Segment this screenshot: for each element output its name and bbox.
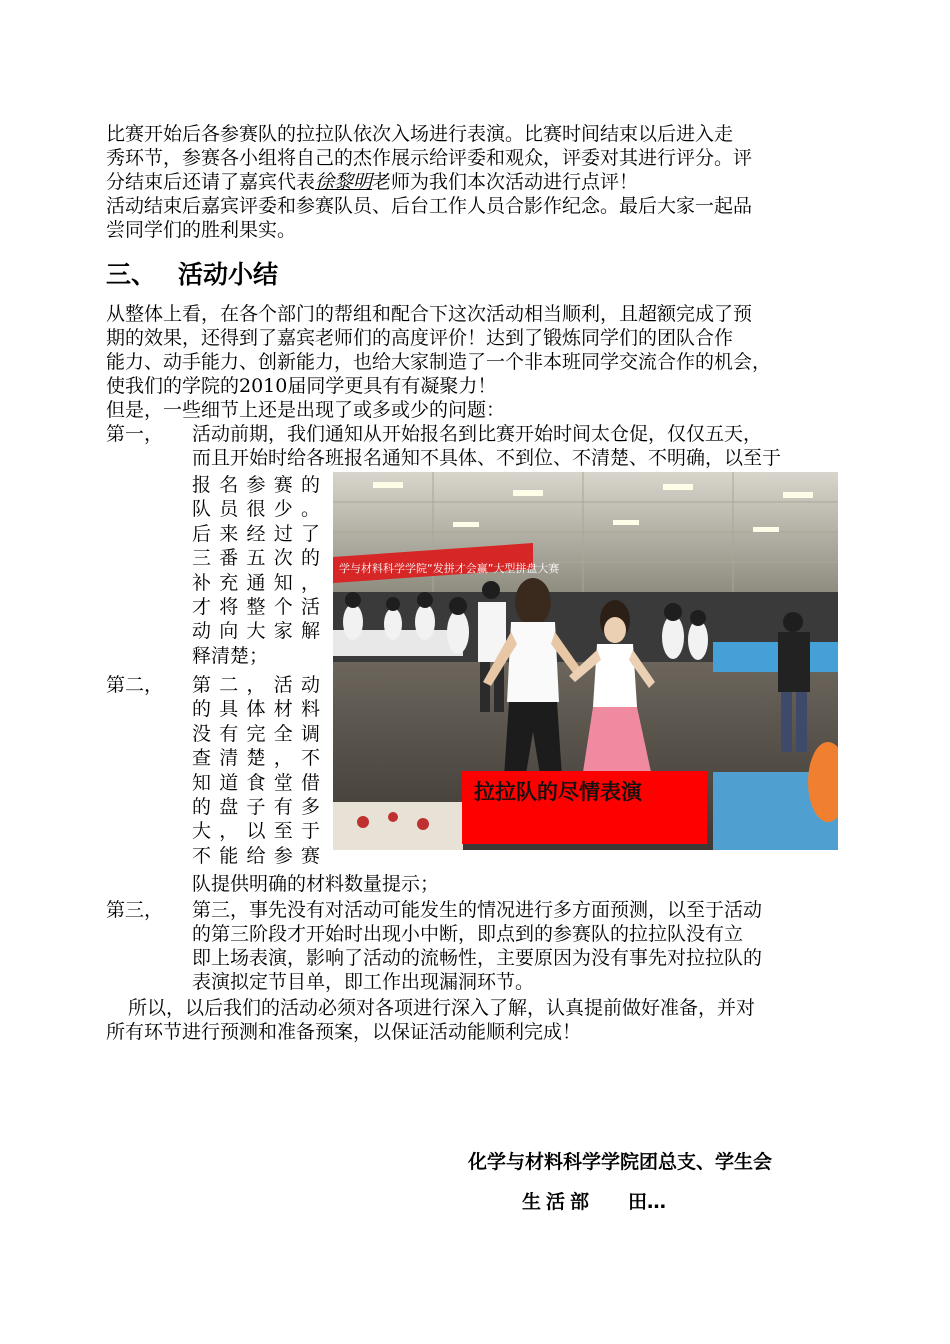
- item-2-tail: [192, 872, 848, 896]
- text-line: 即上场表演，影响了活动的流畅性，主要原因为没有事先对拉拉队的: [192, 947, 763, 969]
- text-line: 动向大家解: [192, 620, 320, 643]
- text-line: 补充通知，: [192, 571, 320, 594]
- text-line: 的盘子有多: [192, 796, 320, 819]
- item-1-wrapped-text: [192, 473, 320, 668]
- text-line: 三番五次的: [192, 547, 320, 570]
- text-line: 的具体材料: [192, 698, 320, 721]
- conclusion-paragraph: [106, 996, 848, 1044]
- text-line: 第三，事先没有对活动可能发生的情况进行多方面预测，以至于活动: [192, 899, 763, 921]
- banner-text: 学与材料科学学院“发拼才会赢”大型拼盘大赛: [339, 562, 560, 575]
- text-line: 能力、动手能力、创新能力，也给大家制造了一个非本班同学交流合作的机会，: [106, 351, 772, 373]
- text-line: 而且开始时给各班报名通知不具体、不到位、不清楚、不明确，以至于: [192, 447, 782, 469]
- text-line: 报名参赛的: [192, 474, 320, 496]
- text-line: 查清楚，不: [192, 747, 320, 770]
- text-line: 释清楚；: [192, 644, 269, 667]
- text-line: 秀环节，参赛各小组将自己的杰作展示给评委和观众，评委对其进行评分。评: [106, 147, 753, 169]
- intro-paragraph: [106, 122, 848, 242]
- text-line: 活动前期，我们通知从开始报名到比赛开始时间太仓促，仅仅五天，: [192, 423, 763, 445]
- text-line: 不能给参赛: [192, 844, 320, 867]
- text-line: 队提供明确的材料数量提示；: [192, 873, 440, 895]
- text-line: 表演拟定节目单，即工作出现漏洞环节。: [192, 971, 535, 993]
- summary-paragraph: [106, 302, 848, 422]
- item-label-2: 第二，: [106, 674, 164, 696]
- text-line: 没有完全调: [192, 722, 320, 745]
- signature-dept: 生活部: [522, 1191, 595, 1213]
- text-line: 比赛开始后各参赛队的拉拉队依次入场进行表演。比赛时间结束以后进入走: [106, 123, 734, 145]
- item-1-lines: [192, 422, 848, 470]
- item-3-lines: [192, 898, 848, 994]
- text-line: 第二，活动: [192, 674, 320, 696]
- guest-name: 徐黎明: [315, 171, 373, 193]
- text-line: 后来经过了: [192, 522, 320, 545]
- text-line: 所有环节进行预测和准备预案，以保证活动能顺利完成！: [106, 1021, 582, 1043]
- signature-name: 田…: [628, 1191, 667, 1213]
- section-heading: [106, 258, 278, 292]
- text-fragment: 老师为我们本次活动进行点评！: [372, 171, 639, 193]
- text-line: 期的效果，还得到了嘉宾老师们的高度评价！达到了锻炼同学们的团队合作: [106, 327, 734, 349]
- text-line: 但是，一些细节上还是出现了或多或少的问题：: [106, 399, 506, 421]
- item-label-3: 第三，: [106, 899, 164, 921]
- text-line: 从整体上看，在各个部门的帮组和配合下这次活动相当顺利，且超额完成了预: [106, 303, 753, 325]
- text-line: 的第三阶段才开始时出现小中断，即点到的参赛队的拉拉队没有立: [192, 923, 744, 945]
- text-line: 才将整个活: [192, 596, 320, 619]
- signature-org: 化学与材料科学学院团总支、学生会: [468, 1151, 773, 1173]
- item-label-1: 第一，: [106, 423, 164, 445]
- section-number: 三、: [106, 260, 157, 289]
- text-line: [106, 170, 848, 194]
- text-line: 知道食堂借: [192, 771, 320, 794]
- text-line: 队员很少。: [192, 498, 320, 521]
- text-line: 尝同学们的胜利果实。: [106, 219, 297, 241]
- photo-caption: 拉拉队的尽情表演: [474, 780, 642, 804]
- text-line: 所以，以后我们的活动必须对各项进行深入了解，认真提前做好准备，并对: [128, 997, 756, 1019]
- text-line: 活动结束后嘉宾评委和参赛队员、后台工作人员合影作纪念。最后大家一起品: [106, 195, 753, 217]
- item-2-wrapped-text: [192, 673, 320, 868]
- section-title: 活动小结: [178, 260, 279, 289]
- text-line: 使我们的学院的2010届同学更具有有凝聚力！: [106, 375, 497, 397]
- text-line: 大，以至于: [192, 820, 320, 843]
- text-fragment: 分结束后还请了嘉宾代表: [106, 171, 316, 193]
